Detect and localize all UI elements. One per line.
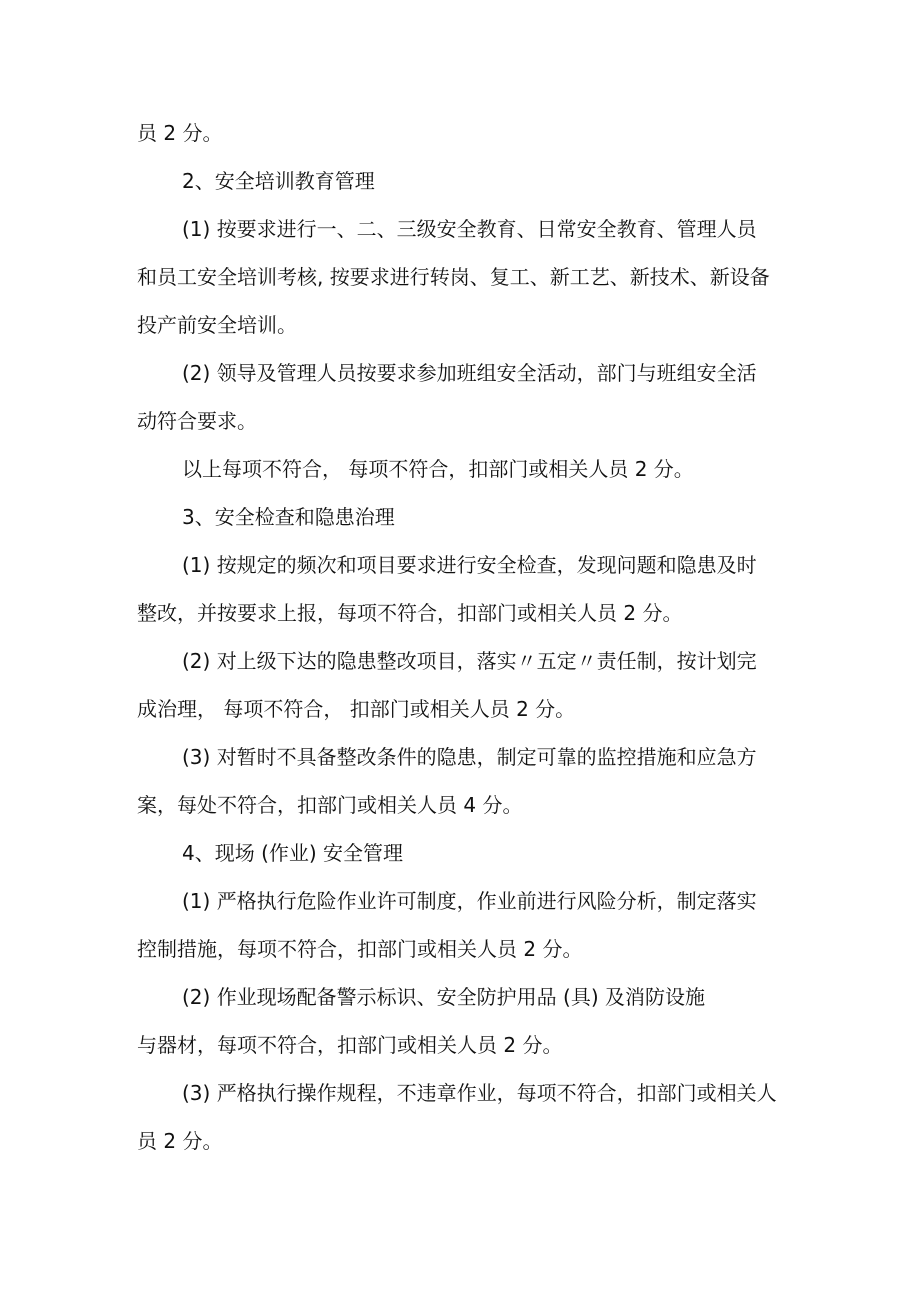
paragraph-line: 和员工安全培训考核, 按要求进行转岗、复工、新工艺、新技术、新设备 bbox=[137, 265, 770, 289]
paragraph-line: (1) 按要求进行一、二、三级安全教育、日常安全教育、管理人员 bbox=[182, 217, 757, 241]
paragraph-line: 员 2 分。 bbox=[137, 1129, 223, 1153]
section-heading: 4、现场 (作业) 安全管理 bbox=[182, 841, 404, 865]
paragraph-line: (3) 对暂时不具备整改条件的隐患，制定可靠的监控措施和应急方 bbox=[182, 745, 757, 769]
paragraph-line: 员 2 分。 bbox=[137, 121, 223, 145]
paragraph-line: 成治理， 每项不符合， 扣部门或相关人员 2 分。 bbox=[137, 697, 576, 721]
paragraph-line: 与器材，每项不符合，扣部门或相关人员 2 分。 bbox=[137, 1033, 563, 1057]
paragraph-line: (2) 对上级下达的隐患整改项目，落实〃五定〃责任制，按计划完 bbox=[182, 649, 757, 673]
paragraph-line: 动符合要求。 bbox=[137, 409, 257, 433]
section-heading: 3、安全检查和隐患治理 bbox=[182, 505, 395, 529]
paragraph-line: (2) 作业现场配备警示标识、安全防护用品 (具) 及消防设施 bbox=[182, 985, 706, 1009]
paragraph-line: (3) 严格执行操作规程，不违章作业，每项不符合，扣部门或相关人 bbox=[182, 1081, 777, 1105]
paragraph-line: (1) 按规定的频次和项目要求进行安全检查，发现问题和隐患及时 bbox=[182, 553, 757, 577]
paragraph-line: 控制措施，每项不符合，扣部门或相关人员 2 分。 bbox=[137, 937, 583, 961]
paragraph-line: 投产前安全培训。 bbox=[137, 313, 297, 337]
paragraph-line: (1) 严格执行危险作业许可制度，作业前进行风险分析，制定落实 bbox=[182, 889, 757, 913]
paragraph-line: (2) 领导及管理人员按要求参加班组安全活动，部门与班组安全活 bbox=[182, 361, 757, 385]
paragraph-line: 整改，并按要求上报，每项不符合，扣部门或相关人员 2 分。 bbox=[137, 601, 683, 625]
paragraph-line: 以上每项不符合， 每项不符合，扣部门或相关人员 2 分。 bbox=[182, 457, 694, 481]
paragraph-line: 案，每处不符合，扣部门或相关人员 4 分。 bbox=[137, 793, 523, 817]
section-heading: 2、安全培训教育管理 bbox=[182, 169, 375, 193]
